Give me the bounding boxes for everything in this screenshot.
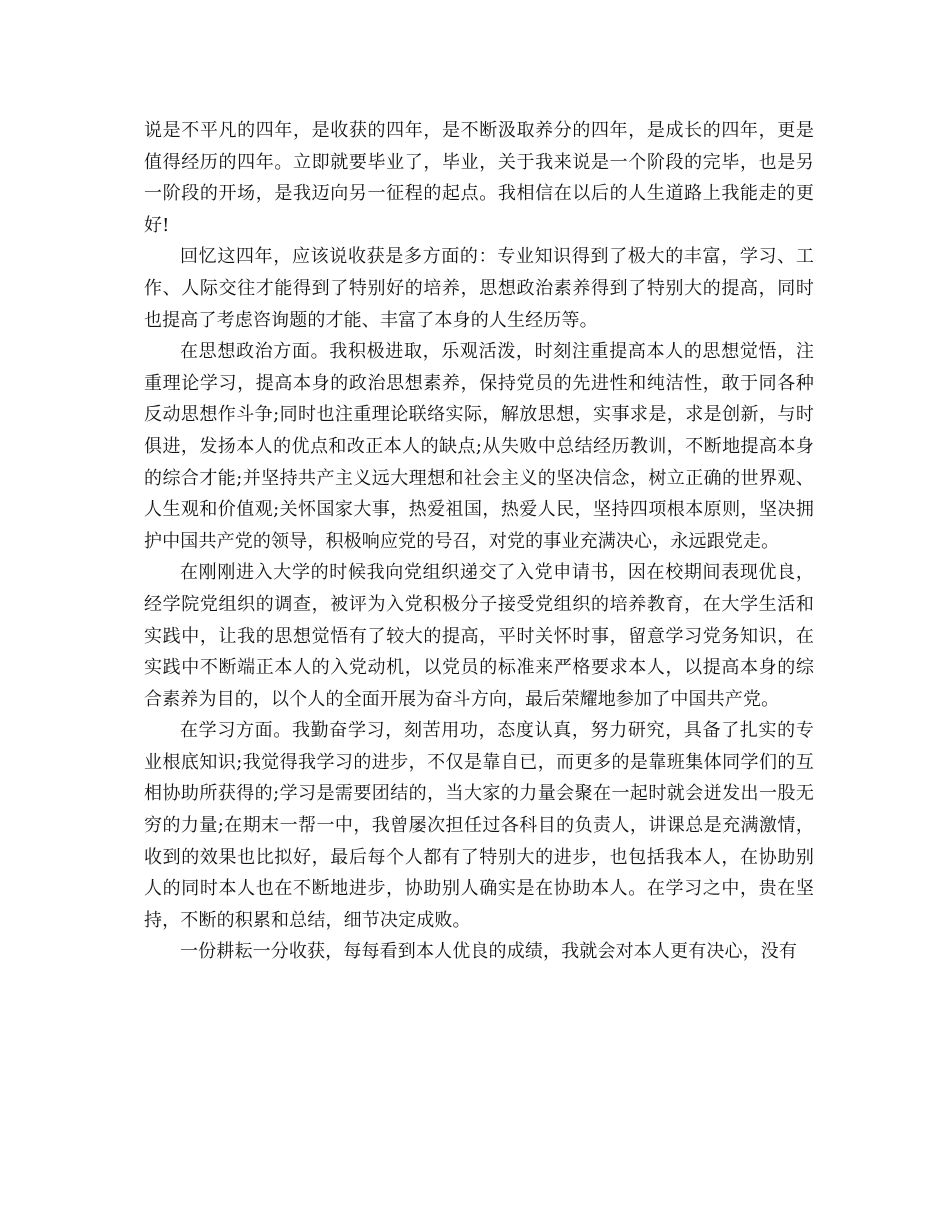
document-body [144, 115, 814, 968]
paragraph-continuation: 说是不平凡的四年，是收获的四年，是不断汲取养分的四年，是成长的四年，更是值得经历的四年。立即就要毕业了，毕业，关于我来说是一个阶段的完毕，也是另一阶段的开场，是我迈向另一征程的起点。我相信在以后的人生道路上我能走的更好! [144, 120, 814, 236]
paragraph-harvest-overview: 回忆这四年，应该说收获是多方面的：专业知识得到了极大的丰富，学习、工作、人际交往才能得到了特别好的培养，思想政治素养得到了特别大的提高，同时也提高了考虑咨询题的才能、丰富了本身的人生经历等。 [144, 246, 814, 331]
paragraph-party-membership: 在刚刚进入大学的时候我向党组织递交了入党申请书，因在校期间表现优良，经学院党组织的调查，被评为入党积极分子接受党组织的培养教育，在大学生活和实践中，让我的思想觉悟有了较大的提高，平时关怀时事，留意学习党务知识，在实践中不断端正本人的入党动机，以党员的标准来严格要求本人，以提高本身的综合素养为目的，以个人的全面开展为奋斗方向，最后荣耀地参加了中国共产党。 [144, 562, 814, 710]
paragraph-political-thought: 在思想政治方面。我积极进取，乐观活泼，时刻注重提高本人的思想觉悟，注重理论学习，提高本身的政治思想素养，保持党员的先进性和纯洁性，敢于同各种反动思想作斗争;同时也注重理论联络实际，解放思想，实事求是，求是创新，与时俱进，发扬本人的优点和改正本人的缺点;从失败中总结经历教训，不断地提高本身的综合才能;并坚持共产主义远大理想和社会主义的坚决信念，树立正确的世界观、人生观和价值观;关怀国家大事，热爱祖国，热爱人民，坚持四项根本原则，坚决拥护中国共产党的领导，积极响应党的号召，对党的事业充满决心，永远跟党走。 [144, 341, 814, 552]
paragraph-effort-reward: 一份耕耘一分收获，每每看到本人优良的成绩，我就会对本人更有决心，没有 [180, 941, 798, 963]
paragraph-study: 在学习方面。我勤奋学习，刻苦用功，态度认真，努力研究，具备了扎实的专业根底知识;我觉得我学习的进步，不仅是靠自已，而更多的是靠班集体同学们的互相协助所获得的;学习是需要团结的，当大家的力量会聚在一起时就会迸发出一股无穷的力量;在期末一帮一中，我曾屡次担任过各科目的负责人，讲课总是充满激情，收到的效果也比拟好，最后每个人都有了特别大的进步，也包括我本人，在协助别人的同时本人也在不断地进步，协助别人确实是在协助本人。在学习之中，贵在坚持，不断的积累和总结，细节决定成败。 [144, 720, 814, 931]
